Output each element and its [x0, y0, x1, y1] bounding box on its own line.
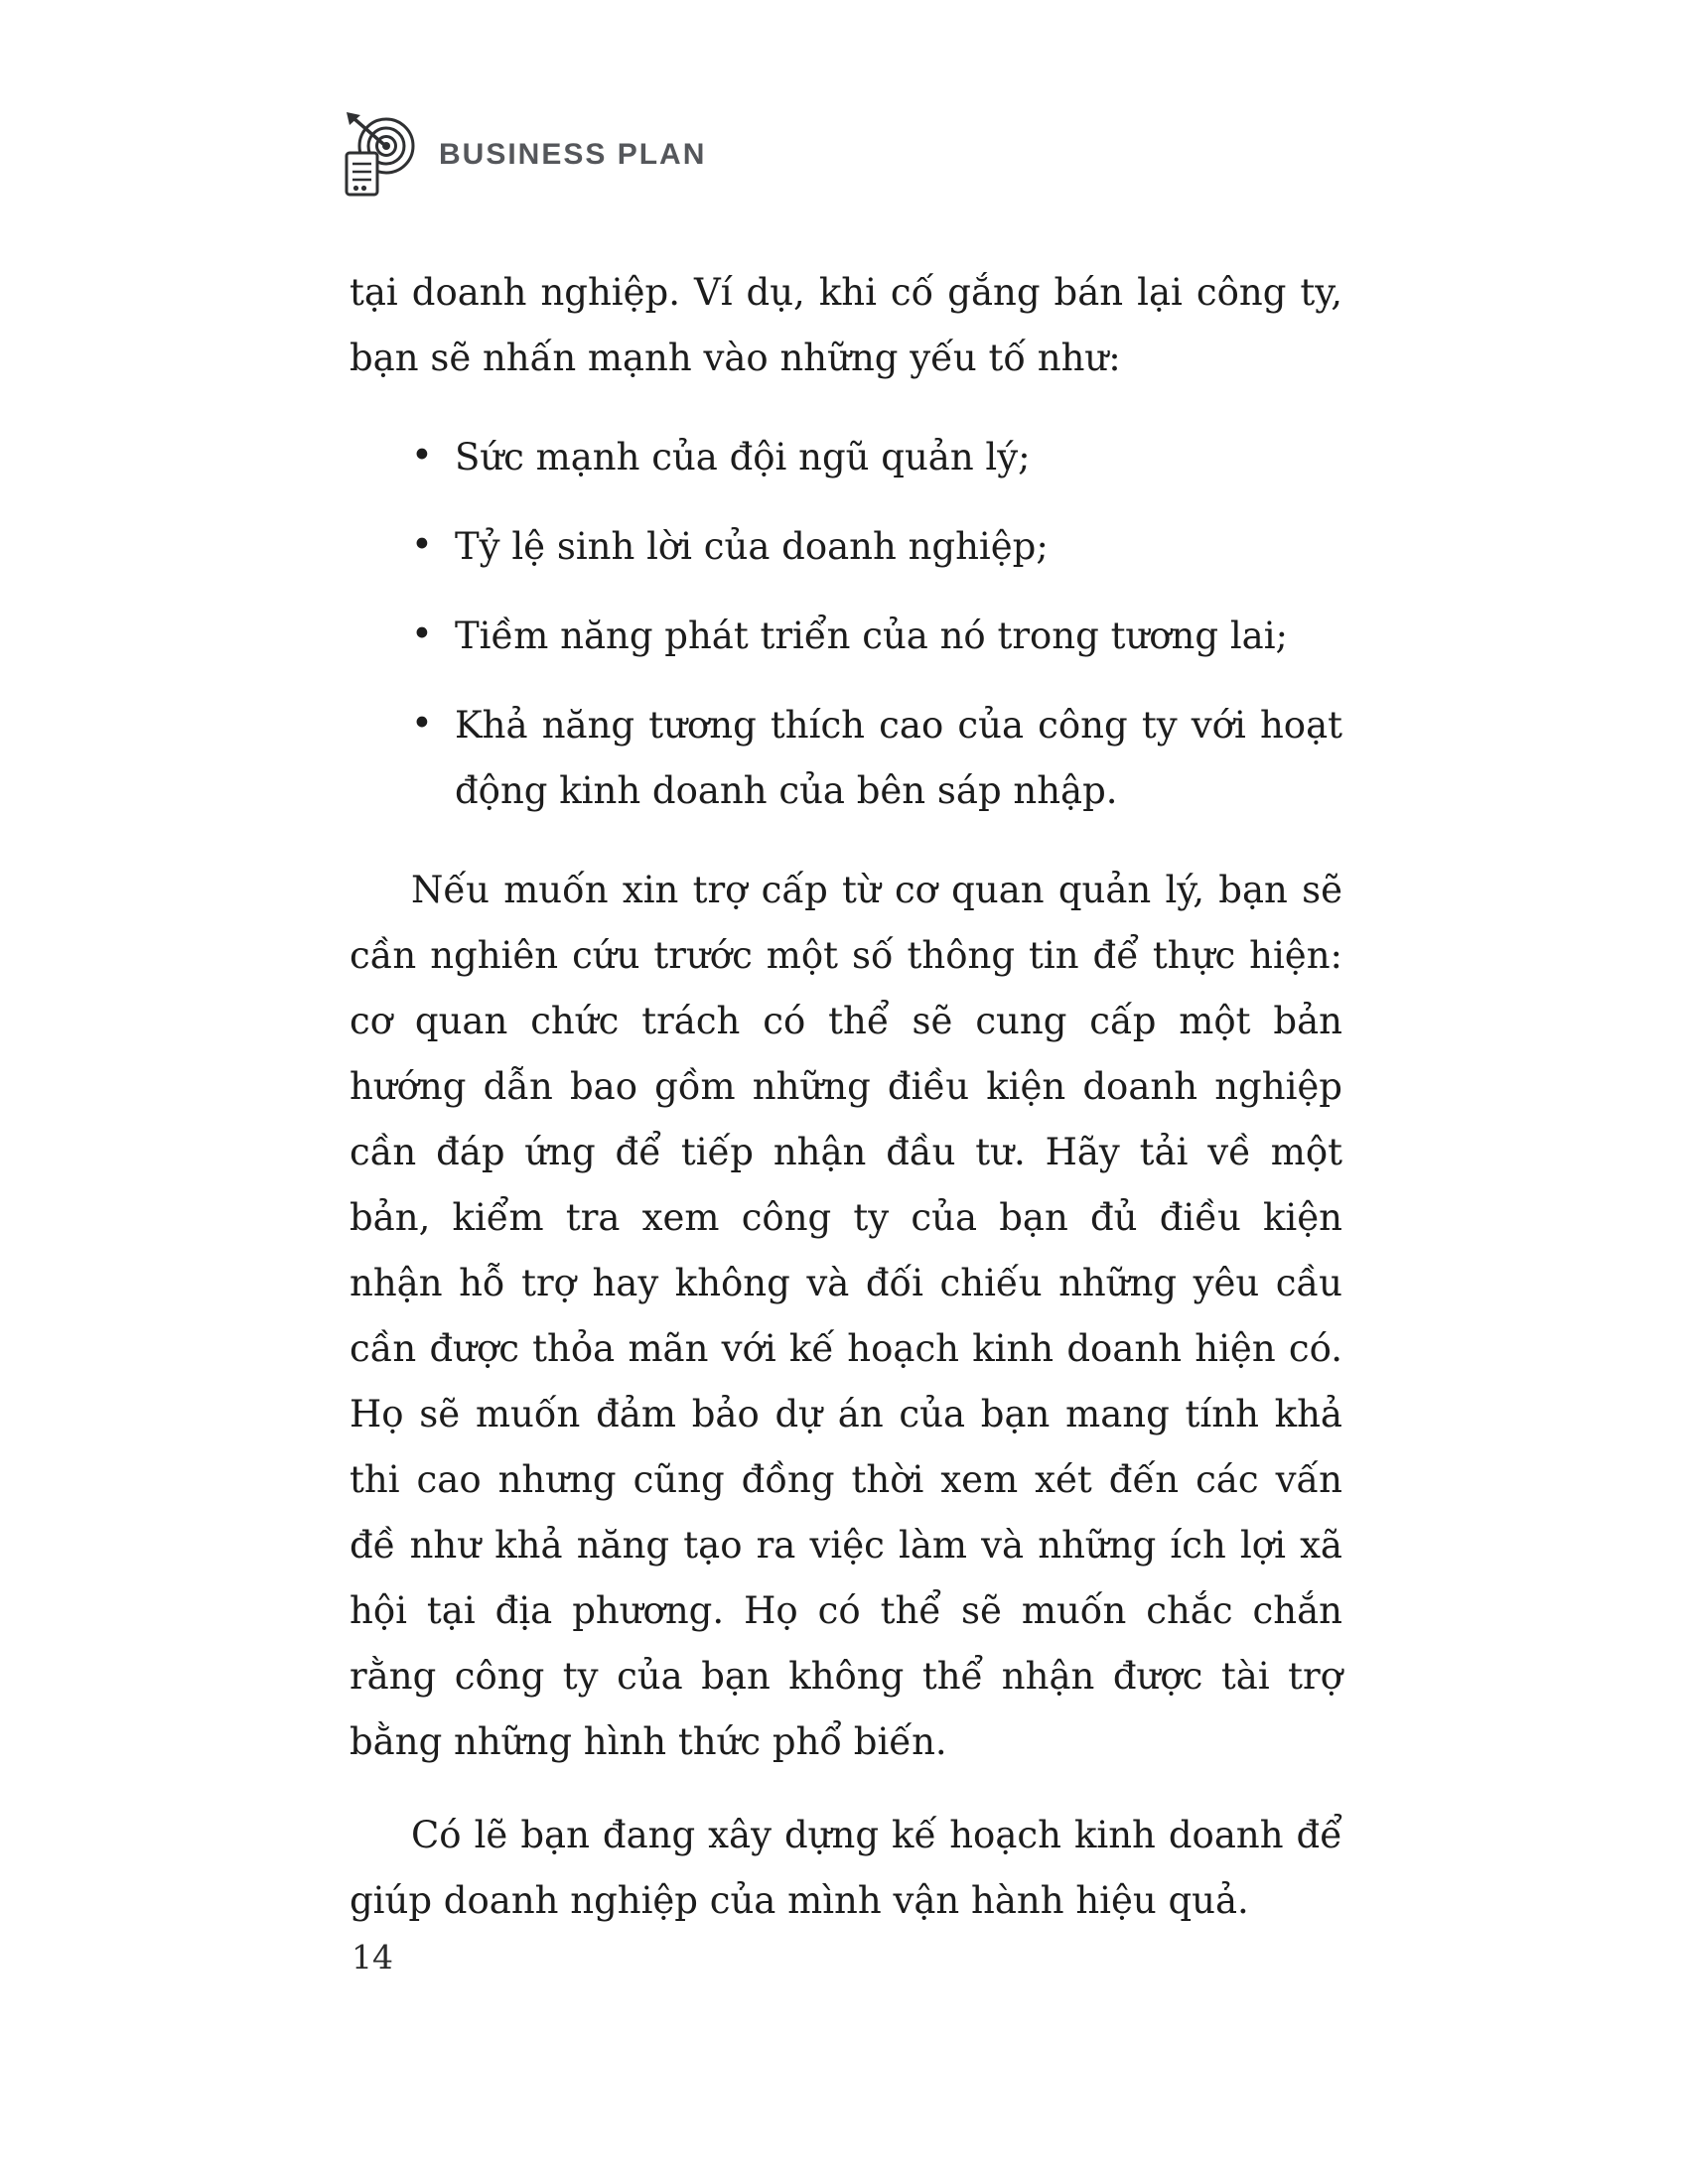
bullet-dot-icon: • — [411, 434, 433, 477]
paragraph: Nếu muốn xin trợ cấp từ cơ quan quản lý, bạn sẽ cần nghiên cứu trước một số thông tin để thực hiện: cơ quan chức trách có thể sẽ cung cấp một bản hướng dẫn bao gồm những điều kiện doanh nghiệp cần đáp ứng để tiếp nhận đầu tư. Hãy tải về một bản, kiểm tra xem công ty của bạn đủ điều kiện nhận hỗ trợ hay không và đối chiếu những yêu cầu cần được thỏa mãn với kế hoạch kinh doanh hiện có. Họ sẽ muốn đảm bảo dự án của bạn mang tính khả thi cao nhưng cũng đồng thời xem xét đến các vấn đề như khả năng tạo ra việc làm và những ích lợi xã hội tại địa phương. Họ có thể sẽ muốn chắc chắn rằng công ty của bạn không thể nhận được tài trợ bằng những hình thức phổ biến. — [350, 869, 1342, 1763]
bullet-dot-icon: • — [411, 613, 433, 655]
bullet-dot-icon: • — [411, 523, 433, 566]
page-header — [330, 111, 706, 199]
bullet-text: Khả năng tương thích cao của công ty với hoạt động kinh doanh của bên sáp nhập. — [455, 704, 1342, 812]
bullet-text: Tiềm năng phát triển của nó trong tương lai; — [455, 614, 1289, 657]
paragraph: Có lẽ bạn đang xây dựng kế hoạch kinh doanh để giúp doanh nghiệp của mình vận hành hiệu quả. — [350, 1814, 1342, 1922]
bullet-text: Tỷ lệ sinh lời của doanh nghiệp; — [455, 525, 1049, 568]
list-item — [411, 514, 1342, 580]
list-item — [411, 693, 1342, 824]
page-number: 14 — [352, 1938, 393, 1977]
list-item — [411, 425, 1342, 490]
bullet-list — [350, 425, 1342, 824]
page-content — [350, 260, 1342, 1962]
list-item — [411, 604, 1342, 669]
bullet-dot-icon: • — [411, 702, 433, 745]
target-arrow-document-icon — [330, 111, 421, 199]
brand-title: BUSINESS PLAN — [439, 138, 707, 171]
bullet-text: Sức mạnh của đội ngũ quản lý; — [455, 436, 1031, 478]
paragraph-intro: tại doanh nghiệp. Ví dụ, khi cố gắng bán lại công ty, bạn sẽ nhấn mạnh vào những yếu tố như: — [350, 271, 1342, 379]
